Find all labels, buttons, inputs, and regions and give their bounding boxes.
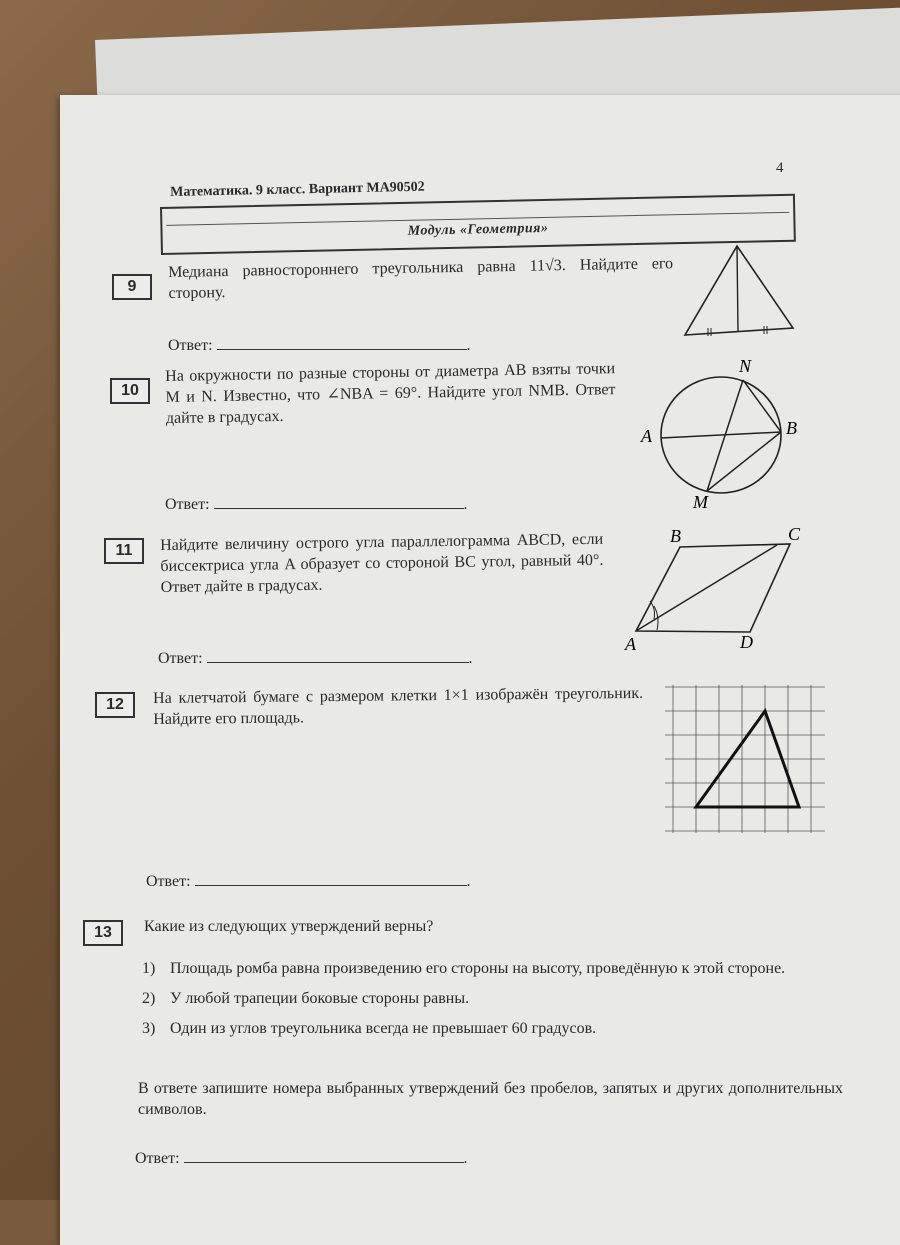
task-10-circle-figure	[635, 350, 810, 515]
answer-dot: .	[463, 496, 468, 513]
answer-field[interactable]	[184, 1148, 464, 1163]
label-m: M	[693, 492, 708, 512]
exam-header: Математика. 9 класс. Вариант МА90502	[170, 179, 425, 200]
option-2	[142, 987, 837, 1011]
task-13-question: Какие из следующих утверждений верны?	[144, 918, 434, 935]
grid-lines	[665, 685, 825, 833]
answer-field[interactable]	[217, 335, 467, 350]
task-11-answer	[158, 648, 473, 668]
option-number: 3)	[142, 1020, 156, 1037]
answer-label: Ответ:	[158, 650, 203, 667]
label-n: N	[739, 356, 752, 376]
parallelogram	[636, 544, 790, 632]
answer-field[interactable]	[207, 648, 469, 663]
answer-field[interactable]	[195, 871, 467, 886]
task-13-options	[142, 957, 837, 1041]
module-title: Модуль «Геометрия»	[166, 212, 789, 248]
diameter-ab	[661, 432, 781, 438]
task-number-11: 11	[104, 538, 144, 564]
task-9-triangle-figure	[680, 240, 800, 340]
answer-label: Ответ:	[135, 1150, 180, 1167]
answer-label: Ответ:	[165, 496, 210, 513]
task-10-text: На окружности по разные стороны от диаметра AB взяты точки M и N. Известно, что ∠NBA = 69°. Найдите угол NMB. Ответ дайте в градусах.	[165, 360, 616, 427]
label-b: B	[786, 418, 797, 438]
label-d: D	[740, 632, 753, 652]
task-13-instruction: В ответе запишите номера выбранных утверждений без пробелов, запятых и других дополнительных символов.	[138, 1080, 843, 1118]
label-a: A	[641, 426, 652, 446]
task-11-text: Найдите величину острого угла параллелограмма ABCD, если биссектриса угла A образует со стороной BC угол, равный 40°. Ответ дайте в градусах.	[160, 530, 604, 596]
answer-dot: .	[463, 1150, 468, 1167]
label-c: C	[788, 524, 801, 544]
task-9-text: Медиана равностороннего треугольника равна 11√3. Найдите его сторону.	[168, 255, 674, 302]
page-number: 4	[776, 160, 784, 176]
answer-dot: .	[466, 873, 471, 890]
answer-label: Ответ:	[168, 337, 213, 354]
answer-dot: .	[468, 650, 473, 667]
option-text: У любой трапеции боковые стороны равны.	[170, 990, 470, 1007]
option-1	[142, 957, 837, 981]
task-number-9: 9	[112, 274, 152, 300]
option-text: Один из углов треугольника всегда не превышает 60 градусов.	[170, 1020, 597, 1037]
option-3	[142, 1017, 837, 1041]
task-10-answer	[165, 494, 468, 514]
chord-nb	[743, 380, 781, 432]
answer-field[interactable]	[214, 494, 464, 509]
answer-dot: .	[466, 337, 471, 354]
task-number-12: 12	[95, 692, 135, 718]
task-9-answer	[168, 335, 471, 355]
task-13-answer	[135, 1148, 468, 1168]
option-number: 1)	[142, 960, 156, 977]
equilateral-triangle	[685, 246, 793, 335]
task-number-13: 13	[83, 920, 123, 946]
task-11-parallelogram-figure	[620, 520, 815, 660]
task-12-answer	[146, 871, 471, 891]
task-12-text: На клетчатой бумаге с размером клетки 1×1 изображён треугольник. Найдите его площадь.	[153, 684, 644, 728]
label-b: B	[670, 526, 681, 546]
option-number: 2)	[142, 990, 156, 1007]
task-12-grid-figure	[665, 685, 830, 835]
task-number-10: 10	[110, 378, 150, 404]
median-line	[737, 246, 738, 332]
option-text: Площадь ромба равна произведению его стороны на высоту, проведённую к этой стороне.	[170, 960, 786, 977]
answer-label: Ответ:	[146, 873, 191, 890]
label-a: A	[625, 634, 636, 654]
chord-mb	[707, 432, 781, 491]
